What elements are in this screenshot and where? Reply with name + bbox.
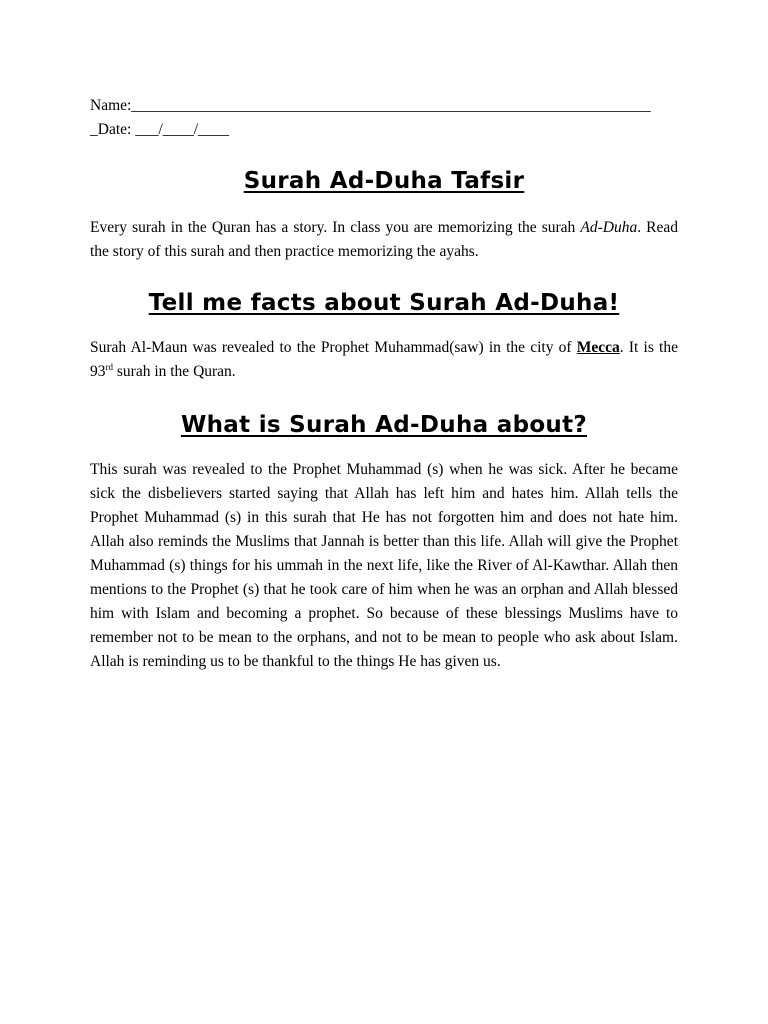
facts-superscript: rd <box>105 361 113 372</box>
about-paragraph: This surah was revealed to the Prophet Muhammad (s) when he was sick. After he became sick the disbelievers started saying that Allah has left him and hates him. Allah tells the Prophet Muhammad (s) in this surah that He has not forgotten him and does not hate him. Allah also reminds the Muslims that Jannah is better than this life. Allah will give the Prophet Muhammad (s) things for his ummah in the next life, like the River of Al-Kawthar. Allah then mentions to the Prophet (s) that he took care of him when he was an orphan and Allah blessed him with Islam and becoming a prophet. So because of these blessings Muslims have to remember not to be mean to the orphans, and not to be mean to people who ask about Islam. Allah is reminding us to be thankful to the things He has given us. <box>90 461 678 670</box>
worksheet-page <box>90 94 678 674</box>
facts-heading: Tell me facts about Surah Ad-Duha! <box>148 290 620 316</box>
page-title: Surah Ad-Duha Tafsir <box>243 168 525 194</box>
intro-text-before: Every surah in the Quran has a story. In class you are memorizing the surah <box>90 219 581 236</box>
facts-paragraph <box>90 336 678 384</box>
intro-italic-surah: Ad-Duha <box>580 219 638 236</box>
facts-text-after: surah in the Quran. <box>113 363 236 380</box>
about-heading: What is Surah Ad-Duha about? <box>180 412 588 438</box>
intro-paragraph <box>90 216 678 264</box>
facts-text-before: Surah Al-Maun was revealed to the Prophet Muhammad(saw) in the city of <box>90 339 577 356</box>
intro-text-after: . Read the story of this surah and then practice memorizing the ayahs. <box>90 219 678 260</box>
name-line: Name:___________________________________________________________________ <box>90 97 651 114</box>
facts-text-middle: . It is the 93 <box>90 339 678 380</box>
facts-city: Mecca <box>576 339 620 356</box>
date-line: _Date: ___/____/____ <box>90 121 230 138</box>
